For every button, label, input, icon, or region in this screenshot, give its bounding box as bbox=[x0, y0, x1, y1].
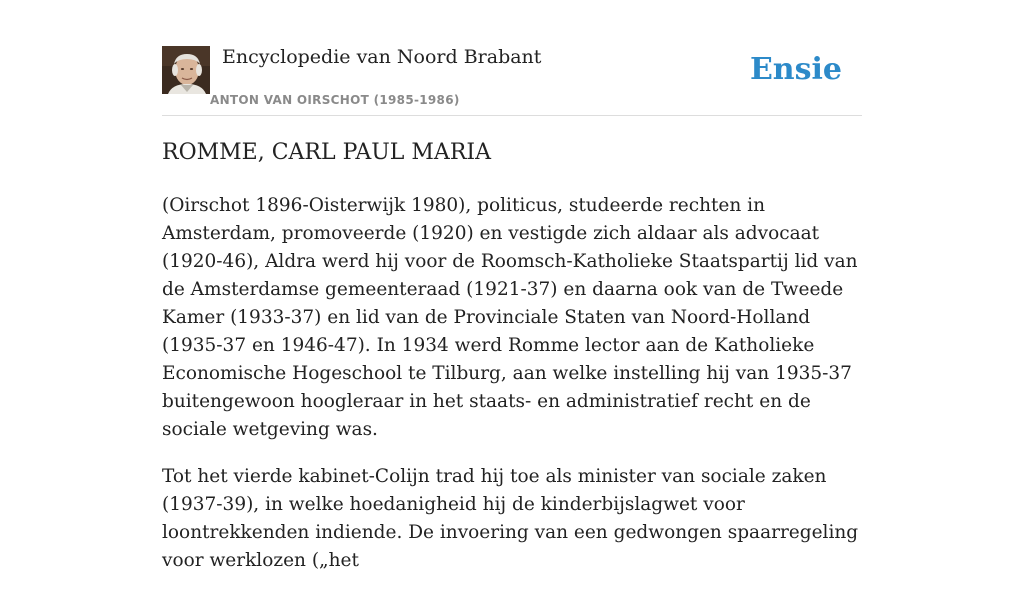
author-name[interactable]: ANTON VAN OIRSCHOT (1985-1986) bbox=[210, 93, 460, 107]
article-paragraph: (Oirschot 1896-Oisterwijk 1980), politicus, studeerde rechten in Amsterdam, promoveerde (1920) en vestigde zich aldaar als advocaat (1920-46), Aldra werd hij voor de Roomsch-Katholieke Staatspartij lid van de Amsterdamse gemeenteraad (1921-37) en daarna ook van de Tweede Kamer (1933-37) en lid van de Provinciale Staten van Noord-Holland (1935-37 en 1946-47). In 1934 werd Romme lector aan de Katholieke Economische Hogeschool te Tilburg, aan welke instelling hij van 1935-37 buitengewoon hoogleraar in het staats- en administratief recht en de sociale wetgeving was. bbox=[162, 195, 858, 440]
article-body bbox=[162, 192, 862, 594]
header-divider bbox=[162, 115, 862, 116]
author-avatar[interactable] bbox=[162, 46, 210, 94]
source-title[interactable]: Encyclopedie van Noord Brabant bbox=[222, 46, 542, 68]
article-paragraph: Tot het vierde kabinet-Colijn trad hij toe als minister van sociale zaken (1937-39), in welke hoedanigheid hij de kinderbijslagwet voor loontrekkenden indiende. De invoering van een gedwongen spaarregeling voor werklozen („het bbox=[162, 466, 859, 571]
ensie-logo[interactable]: Ensie bbox=[749, 52, 842, 87]
article-title: ROMME, CARL PAUL MARIA bbox=[162, 140, 491, 165]
portrait-photo-icon bbox=[162, 46, 210, 94]
header bbox=[162, 46, 862, 116]
